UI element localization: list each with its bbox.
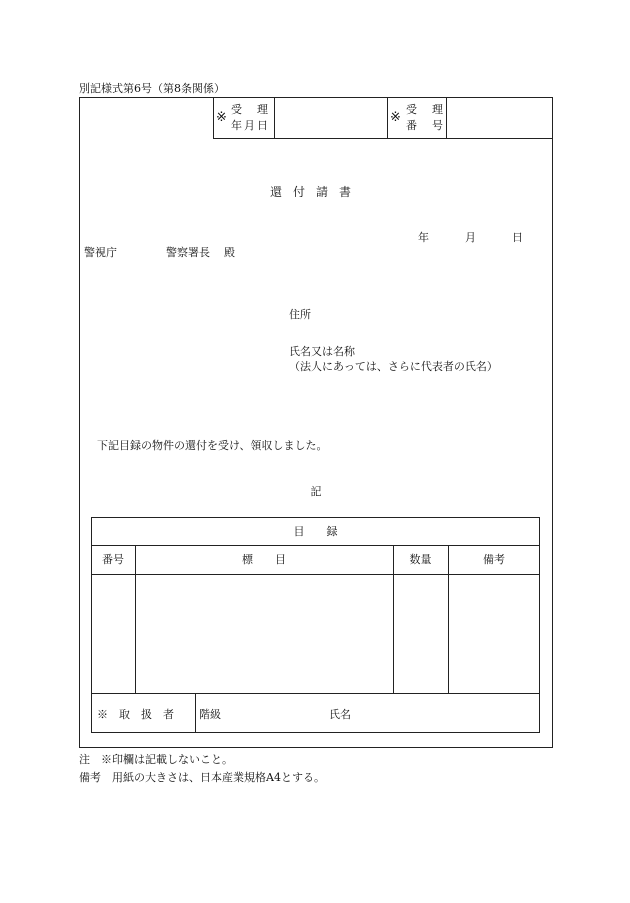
col-number-divider xyxy=(135,545,136,694)
handler-label: ※ 取 扱 者 xyxy=(97,708,174,721)
date-year: 年 xyxy=(418,231,429,244)
reception-date-divider xyxy=(274,97,275,138)
reception-number-left xyxy=(387,97,388,138)
addressee-agency: 警視庁 xyxy=(84,246,117,259)
form-number: 別記様式第6号（第8条関係） xyxy=(79,82,225,95)
handler-rank-label: 階級 xyxy=(199,708,221,721)
col-quantity-divider xyxy=(448,545,449,694)
date-month: 月 xyxy=(465,231,476,244)
record-label: 記 xyxy=(310,485,322,498)
addressee-station: 警察署長 xyxy=(166,246,210,259)
remark-text: 備考 用紙の大きさは、日本産業規格A4とする。 xyxy=(79,771,325,784)
handler-name-label: 氏名 xyxy=(329,708,351,721)
date-day: 日 xyxy=(512,231,523,244)
note-text: 注 ※印欄は記載しないこと。 xyxy=(79,753,233,766)
column-header-number: 番号 xyxy=(102,553,124,566)
inventory-handler-line xyxy=(91,693,540,694)
inventory-caption-line xyxy=(91,545,540,546)
addressee-honorific: 殿 xyxy=(224,246,235,259)
reception-date-label-top: 受 理 xyxy=(231,103,270,116)
receipt-statement: 下記目録の物件の還付を受け、領収しました。 xyxy=(97,439,328,452)
reception-number-mark: ※ xyxy=(390,110,401,125)
reception-date-label-bottom: 年月日 xyxy=(231,119,270,132)
column-header-remarks: 備考 xyxy=(483,553,505,566)
inventory-header-line xyxy=(91,574,540,575)
reception-left-line xyxy=(213,97,214,138)
reception-number-label-top: 受 理 xyxy=(406,103,445,116)
reception-bottom-line xyxy=(213,138,553,139)
col-item-divider xyxy=(393,545,394,694)
inventory-table xyxy=(91,517,540,733)
inventory-caption: 目 録 xyxy=(293,525,338,538)
reception-number-label-bottom: 番 号 xyxy=(406,119,445,132)
handler-divider xyxy=(195,693,196,733)
address-label: 住所 xyxy=(289,308,311,321)
reception-number-divider xyxy=(446,97,447,138)
document-title: 還付請書 xyxy=(269,185,362,199)
column-header-item: 標 目 xyxy=(242,553,286,566)
name-label: 氏名又は名称 xyxy=(289,345,355,358)
name-note: （法人にあっては、さらに代表者の氏名） xyxy=(289,360,498,373)
column-header-quantity: 数量 xyxy=(409,553,432,566)
reception-date-mark: ※ xyxy=(216,110,227,125)
